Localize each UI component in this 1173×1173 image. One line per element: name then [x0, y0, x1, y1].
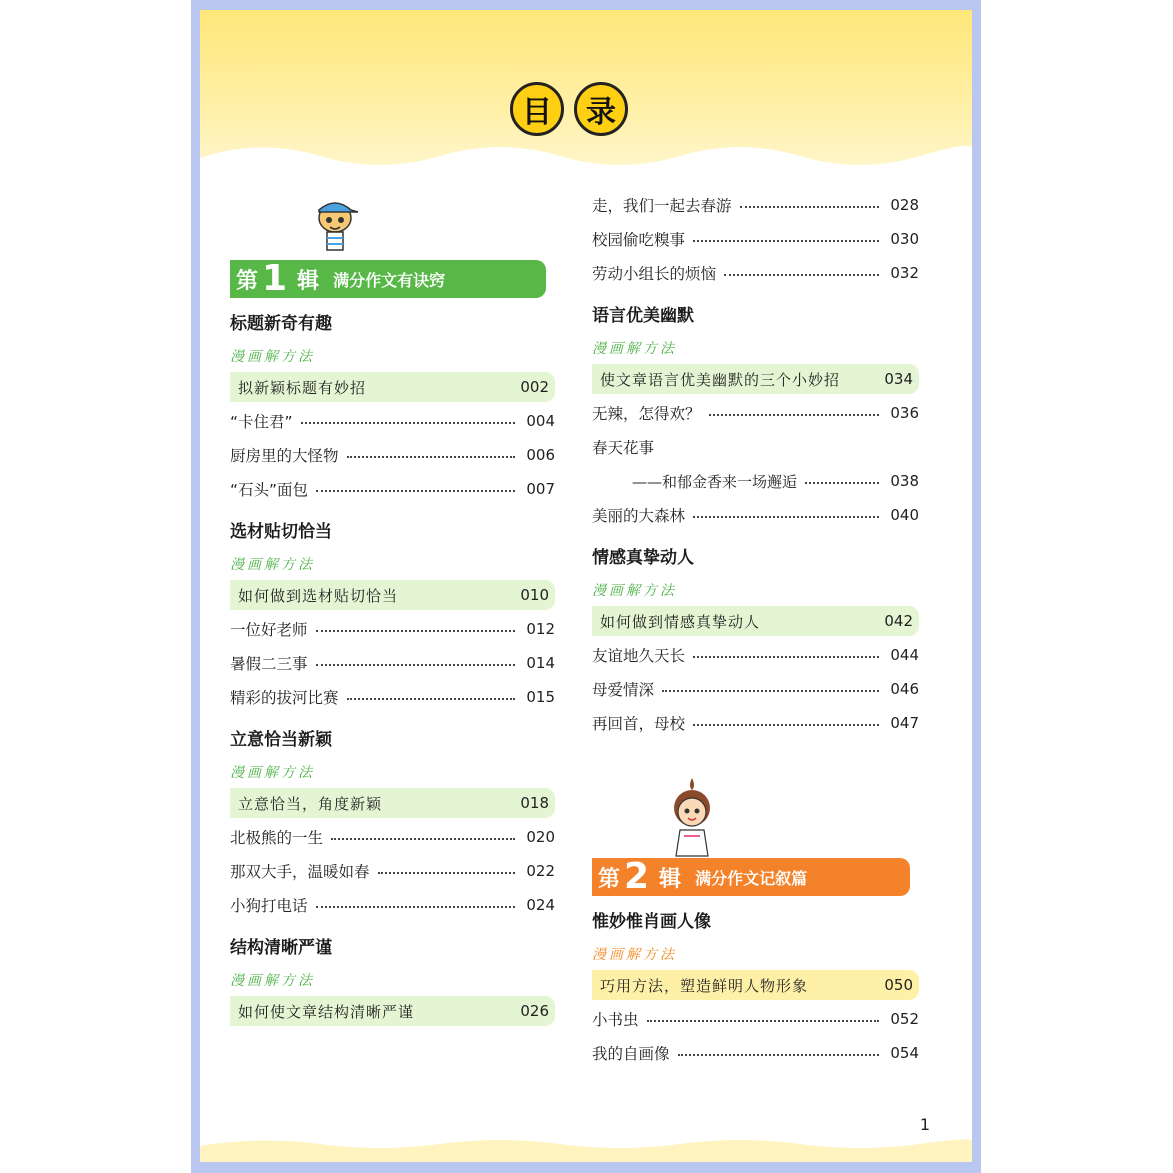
cat-mascot-icon [230, 190, 555, 260]
entry-title: 无辣，怎得欢？ [592, 405, 701, 423]
chapter-number: 2 [624, 856, 650, 897]
chapter-2-banner [592, 858, 910, 896]
section-heading: 语言优美幽默 [592, 306, 694, 326]
dot-leader [316, 664, 515, 666]
entry-page: 020 [526, 828, 555, 846]
left-column [230, 190, 555, 1028]
entry-title: 美丽的大森林 [592, 507, 686, 525]
section-heading: 立意恰当新颖 [230, 730, 332, 750]
entry-title: 那双大手，温暖如春 [230, 863, 370, 881]
toc-entry[interactable] [230, 472, 555, 506]
entry-page: 036 [890, 404, 919, 422]
dot-leader [709, 414, 879, 416]
toc-entry[interactable] [592, 396, 919, 430]
entry-title: 使文章语言优美幽默的三个小妙招 [600, 370, 841, 389]
entry-title: 立意恰当，角度新颖 [238, 794, 383, 813]
method-label: 漫画解方法 [230, 765, 315, 781]
entry-page: 034 [884, 370, 913, 388]
entry-page: 026 [520, 1002, 549, 1020]
toc-entry[interactable] [230, 788, 555, 818]
toc-entry[interactable] [592, 672, 919, 706]
entry-title: “卡住君” [230, 413, 293, 431]
entry-page: 054 [890, 1044, 919, 1062]
entry-title: 我的自画像 [592, 1045, 670, 1063]
title-char: 目 [510, 82, 564, 136]
entry-title: 劳动小组长的烦恼 [592, 265, 717, 283]
dot-leader [662, 690, 879, 692]
dot-leader [316, 630, 515, 632]
method-label: 漫画解方法 [230, 557, 315, 573]
entry-title: 再回首，母校 [592, 715, 686, 733]
entry-title: 巧用方法，塑造鲜明人物形象 [600, 976, 809, 995]
toc-entry[interactable] [592, 464, 919, 498]
toc-entry[interactable] [230, 820, 555, 854]
section-heading: 惟妙惟肖画人像 [592, 912, 711, 932]
entry-title: 校园偷吃糗事 [592, 231, 686, 249]
dot-leader [693, 240, 879, 242]
entry-page: 004 [526, 412, 555, 430]
toc-entry[interactable] [230, 580, 555, 610]
entry-title: ——和郁金香来一场邂逅 [632, 472, 798, 491]
entry-page: 010 [520, 586, 549, 604]
dot-leader [724, 274, 879, 276]
toc-entry[interactable] [230, 888, 555, 922]
entry-page: 046 [890, 680, 919, 698]
entry-page: 018 [520, 794, 549, 812]
page-title [510, 82, 628, 136]
entry-title: 一位好老师 [230, 621, 308, 639]
dot-leader [347, 456, 515, 458]
dot-leader [740, 206, 879, 208]
toc-entry[interactable] [592, 706, 919, 740]
entry-page: 038 [890, 472, 919, 490]
dot-leader [805, 482, 879, 484]
title-char: 录 [574, 82, 628, 136]
entry-page: 047 [890, 714, 919, 732]
entry-title: 母爱情深 [592, 681, 655, 699]
chapter-suffix: 辑 [659, 866, 682, 892]
toc-entry[interactable] [592, 970, 919, 1000]
right-column [592, 188, 919, 1070]
entry-page: 042 [884, 612, 913, 630]
toc-entry[interactable] [592, 364, 919, 394]
method-label: 漫画解方法 [230, 973, 315, 989]
entry-title: 小狗打电话 [230, 897, 308, 915]
dot-leader [647, 1020, 879, 1022]
entry-page: 050 [884, 976, 913, 994]
entry-page: 015 [526, 688, 555, 706]
entry-page: 002 [520, 378, 549, 396]
entry-page: 022 [526, 862, 555, 880]
dot-leader [378, 872, 515, 874]
entry-title: 走，我们一起去春游 [592, 197, 732, 215]
dot-leader [693, 724, 879, 726]
method-label: 漫画解方法 [592, 583, 677, 599]
entry-title: 精彩的拔河比赛 [230, 689, 339, 707]
toc-entry[interactable] [592, 256, 919, 290]
dot-leader [693, 516, 879, 518]
entry-title: 北极熊的一生 [230, 829, 324, 847]
dot-leader [331, 838, 515, 840]
method-label: 漫画解方法 [230, 349, 315, 365]
entry-title: 如何做到情感真挚动人 [600, 612, 761, 631]
entry-page: 006 [526, 446, 555, 464]
chapter-prefix: 第 [236, 268, 259, 294]
toc-entry[interactable] [592, 188, 919, 222]
page-number: 1 [919, 1115, 930, 1134]
chapter-suffix: 辑 [297, 268, 320, 294]
chapter-prefix: 第 [598, 866, 621, 892]
entry-page: 024 [526, 896, 555, 914]
entry-page: 044 [890, 646, 919, 664]
toc-entry[interactable] [230, 372, 555, 402]
toc-entry[interactable] [592, 430, 919, 464]
dot-leader [316, 490, 515, 492]
dot-leader [316, 906, 515, 908]
entry-title: 小书虫 [592, 1011, 639, 1029]
girl-mascot-icon [592, 776, 919, 858]
entry-title: 如何做到选材贴切恰当 [238, 586, 399, 605]
toc-entry[interactable] [230, 680, 555, 714]
toc-entry[interactable] [230, 404, 555, 438]
entry-page: 052 [890, 1010, 919, 1028]
toc-entry[interactable] [592, 498, 919, 532]
dot-leader [693, 656, 879, 658]
book-page [200, 10, 972, 1162]
entry-page: 040 [890, 506, 919, 524]
chapter-number: 1 [262, 258, 288, 299]
entry-title: 暑假二三事 [230, 655, 308, 673]
toc-entry[interactable] [230, 854, 555, 888]
entry-page: 032 [890, 264, 919, 282]
toc-entry[interactable] [592, 638, 919, 672]
chapter-1-banner [230, 260, 546, 298]
section-heading: 结构清晰严谨 [230, 938, 332, 958]
entry-page: 028 [890, 196, 919, 214]
footer-wave [200, 1132, 972, 1162]
entry-title: 拟新颖标题有妙招 [238, 378, 367, 397]
toc-entry[interactable] [230, 996, 555, 1026]
entry-title: 如何使文章结构清晰严谨 [238, 1002, 415, 1021]
chapter-name: 满分作文记叙篇 [695, 868, 808, 888]
entry-page: 014 [526, 654, 555, 672]
dot-leader [678, 1054, 879, 1056]
section-heading: 标题新奇有趣 [230, 314, 332, 334]
method-label: 漫画解方法 [592, 341, 677, 357]
chapter-name: 满分作文有诀窍 [333, 270, 446, 290]
toc-entry[interactable] [592, 1036, 919, 1070]
dot-leader [301, 422, 515, 424]
entry-title: 友谊地久天长 [592, 647, 686, 665]
method-label: 漫画解方法 [592, 947, 677, 963]
dot-leader [347, 698, 515, 700]
entry-page: 007 [526, 480, 555, 498]
toc-entry[interactable] [230, 612, 555, 646]
toc-entry[interactable] [230, 438, 555, 472]
section-heading: 情感真挚动人 [592, 548, 694, 568]
toc-entry[interactable] [230, 646, 555, 680]
entry-title: 厨房里的大怪物 [230, 447, 339, 465]
entry-page: 030 [890, 230, 919, 248]
toc-entry[interactable] [592, 1002, 919, 1036]
entry-title: “石头”面包 [230, 481, 309, 499]
toc-entry[interactable] [592, 606, 919, 636]
section-heading: 选材贴切恰当 [230, 522, 332, 542]
toc-entry[interactable] [592, 222, 919, 256]
entry-title: 春天花事 [592, 439, 655, 457]
entry-page: 012 [526, 620, 555, 638]
